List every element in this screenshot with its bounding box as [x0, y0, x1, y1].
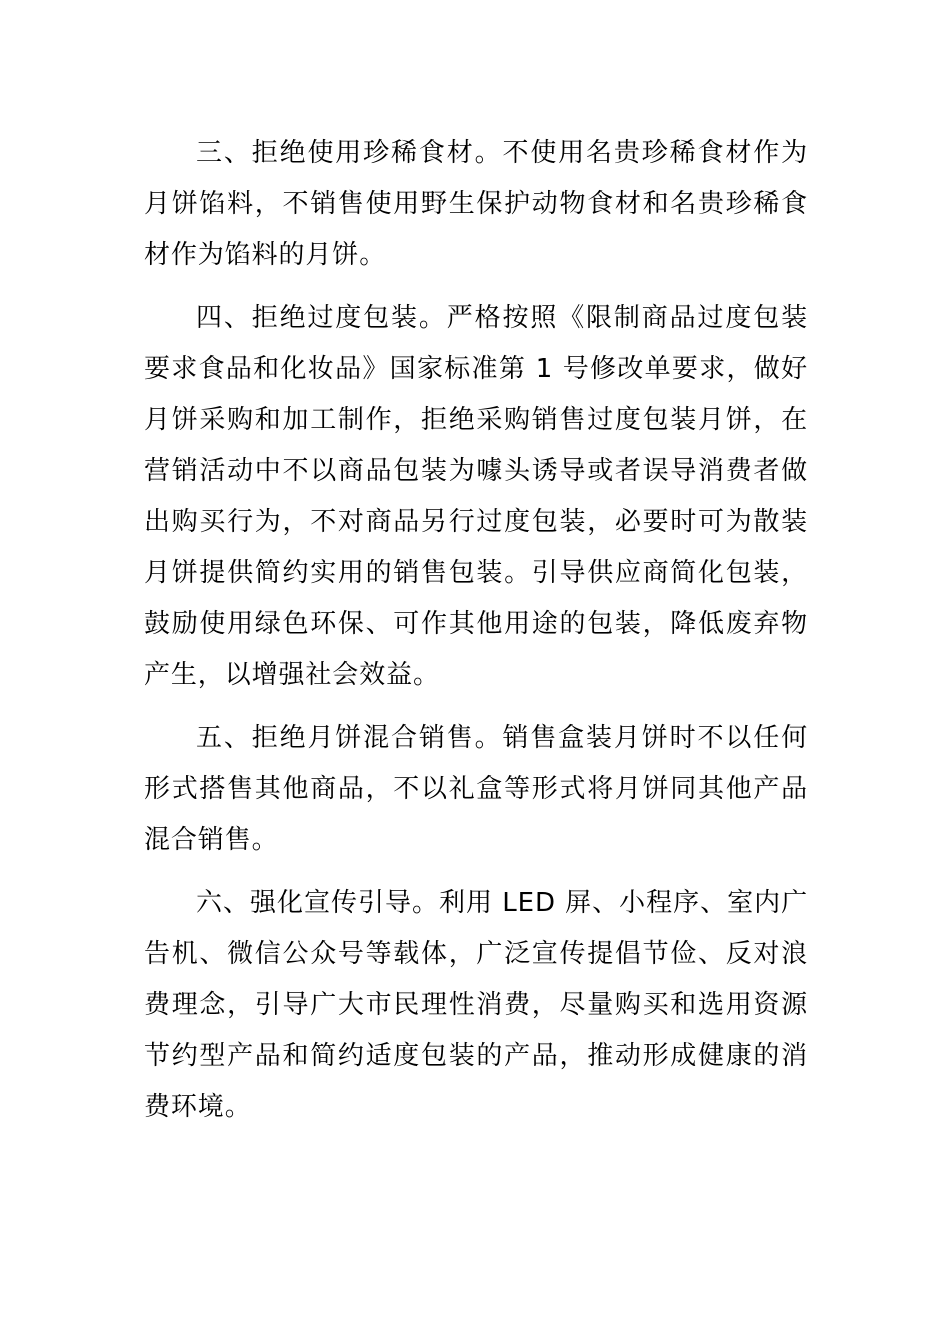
paragraph-4-excessive-packaging: 四、拒绝过度包装。严格按照《限制商品过度包装要求食品和化妆品》国家标准第 1 号修改单要求，做好月饼采购和加工制作，拒绝采购销售过度包装月饼，在营销活动中不以商品包装为噱头诱导或者误导消费者做出购买行为，不对商品另行过度包装，必要时可为散装月饼提供简约实用的销售包装。引导供应商简化包装，鼓励使用绿色环保、可作其他用途的包装，降低废弃物产生，以增强社会效益。 — [144, 303, 808, 690]
paragraph-3-rare-ingredients: 三、拒绝使用珍稀食材。不使用名贵珍稀食材作为月饼馅料，不销售使用野生保护动物食材和名贵珍稀食材作为馅料的月饼。 — [144, 138, 808, 270]
document-body — [144, 128, 808, 1145]
paragraph-5-mixed-sales: 五、拒绝月饼混合销售。销售盒装月饼时不以任何形式搭售其他商品，不以礼盒等形式将月饼同其他产品混合销售。 — [144, 723, 808, 855]
paragraph-6-publicity: 六、强化宣传引导。利用 LED 屏、小程序、室内广告机、微信公众号等载体，广泛宣传提倡节俭、反对浪费理念，引导广大市民理性消费，尽量购买和选用资源节约型产品和简约适度包装的产品，推动形成健康的消费环境。 — [144, 888, 808, 1122]
